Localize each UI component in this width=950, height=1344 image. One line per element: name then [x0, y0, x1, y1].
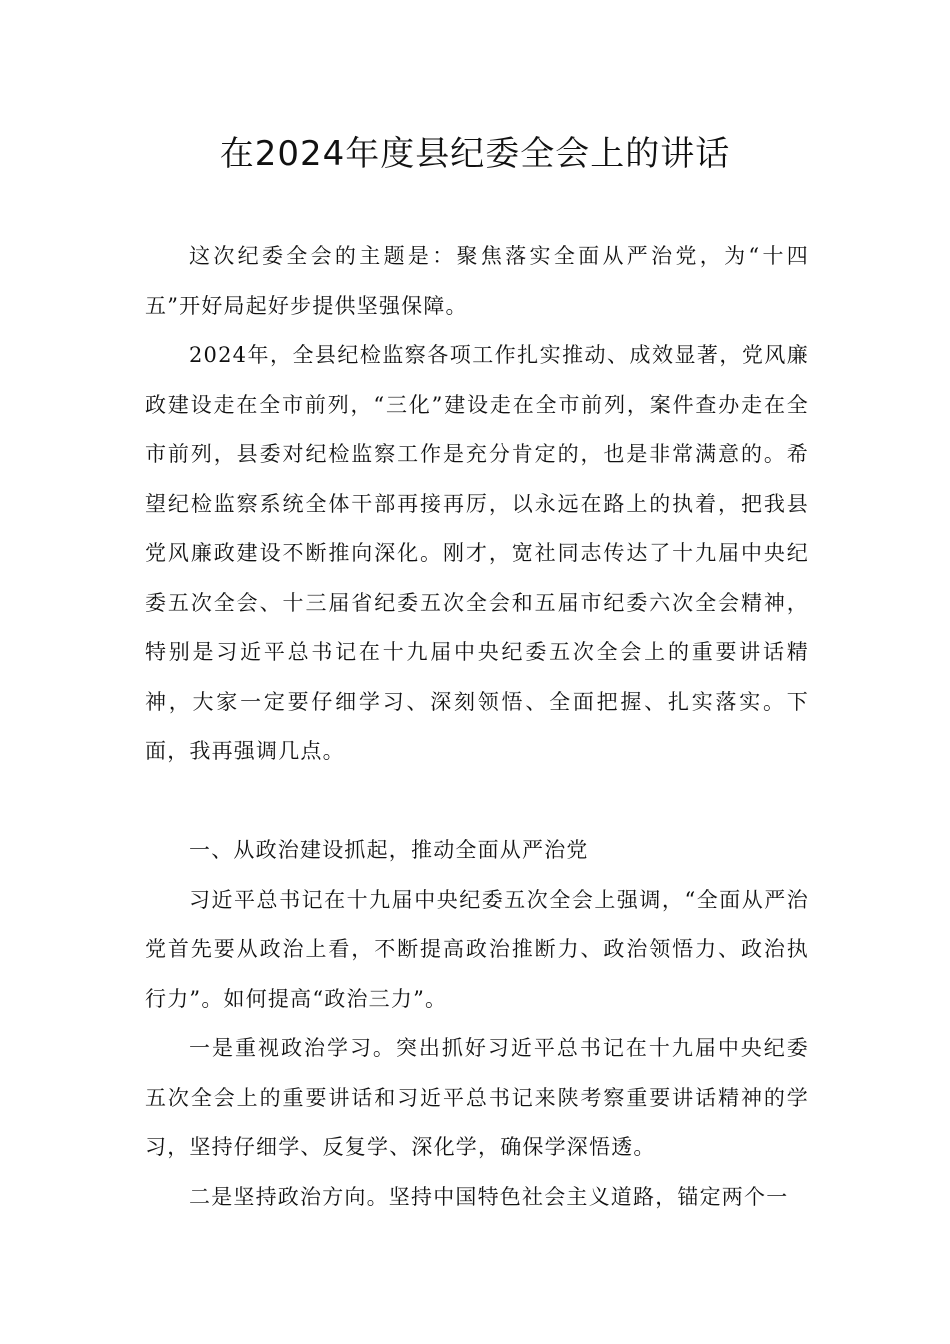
paragraph-review: 2024年，全县纪检监察各项工作扎实推动、成效显著，党风廉政建设走在全市前列，“三化”建设走在全市前列，案件查办走在全市前列，县委对纪检监察工作是充分肯定的，也是非常满意的。希望纪检监察系统全体干部再接再厉，以永远在路上的执着，把我县党风廉政建设不断推向深化。刚才，宽社同志传达了十九届中央纪委五次全会、十三届省纪委五次全会和五届市纪委六次全会精神，特别是习近平总书记在十九届中央纪委五次全会上的重要讲话精神，大家一定要仔细学习、深刻领悟、全面把握、扎实落实。下面，我再强调几点。 [145, 343, 809, 763]
paragraph-political-capacity: 习近平总书记在十九届中央纪委五次全会上强调，“全面从严治党首先要从政治上看，不断提高政治推断力、政治领悟力、政治执行力”。如何提高“政治三力”。 [145, 887, 809, 1011]
paragraph-theme: 这次纪委全会的主题是：聚焦落实全面从严治党，为“十四五”开好局起好步提供坚强保障。 [145, 244, 809, 318]
section-heading-1: 一、从政治建设抓起，推动全面从严治党 [189, 838, 589, 862]
document-body [145, 232, 809, 1222]
paragraph-political-direction: 二是坚持政治方向。坚持中国特色社会主义道路，锚定两个一 [189, 1184, 789, 1209]
document-title: 在2024年度县纪委全会上的讲话 [219, 134, 731, 174]
paragraph-political-study: 一是重视政治学习。突出抓好习近平总书记在十九届中央纪委五次全会上的重要讲话和习近平总书记来陕考察重要讲话精神的学习，坚持仔细学、反复学、深化学，确保学深悟透。 [145, 1036, 809, 1159]
